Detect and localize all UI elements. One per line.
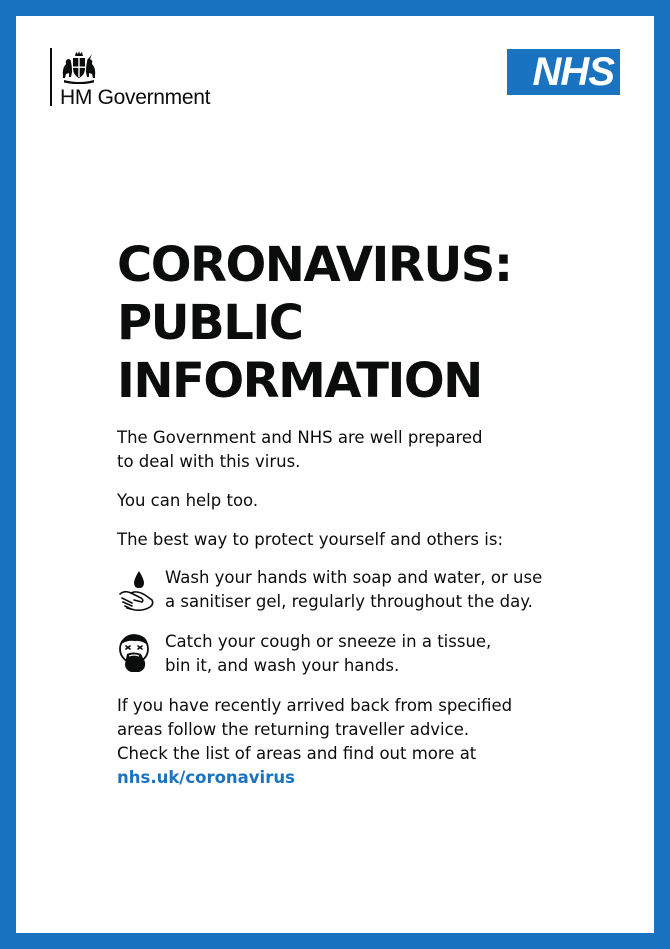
advice-line: Wash your hands with soap and water, or use: [165, 568, 543, 587]
royal-coat-of-arms-icon: [59, 50, 99, 84]
traveller-advice-paragraph: [117, 694, 557, 790]
advice-text: [165, 566, 557, 614]
title-line: INFORMATION: [117, 353, 482, 409]
nhs-logo-text: NHS: [532, 50, 614, 94]
travel-line: areas follow the returning traveller advice.: [117, 720, 470, 739]
page-title: [117, 236, 557, 410]
best-way-paragraph: The best way to protect yourself and others is:: [117, 530, 504, 549]
logo-divider: [50, 48, 52, 106]
advice-line: bin it, and wash your hands.: [165, 656, 400, 675]
advice-text: [165, 630, 557, 678]
title-line: CORONAVIRUS:: [117, 237, 512, 293]
sneeze-into-tissue-icon: [117, 632, 155, 676]
hand-washing-icon: [117, 568, 155, 612]
travel-line: If you have recently arrived back from specified: [117, 696, 513, 715]
travel-line: Check the list of areas and find out more at: [117, 744, 477, 763]
hm-government-logo: [50, 48, 240, 124]
advice-item-sneeze: [117, 630, 557, 678]
main-content: [117, 236, 557, 790]
intro-paragraph: [117, 426, 557, 474]
intro-line: to deal with this virus.: [117, 452, 301, 471]
nhs-coronavirus-link[interactable]: nhs.uk/coronavirus: [117, 768, 295, 787]
nhs-logo: [507, 49, 620, 95]
advice-line: Catch your cough or sneeze in a tissue,: [165, 632, 492, 651]
advice-line: a sanitiser gel, regularly throughout the day.: [165, 592, 533, 611]
government-name: HM Government: [60, 86, 211, 109]
help-paragraph: You can help too.: [117, 491, 259, 510]
title-line: PUBLIC: [117, 295, 303, 351]
intro-line: The Government and NHS are well prepared: [117, 428, 483, 447]
advice-item-handwashing: [117, 566, 557, 614]
